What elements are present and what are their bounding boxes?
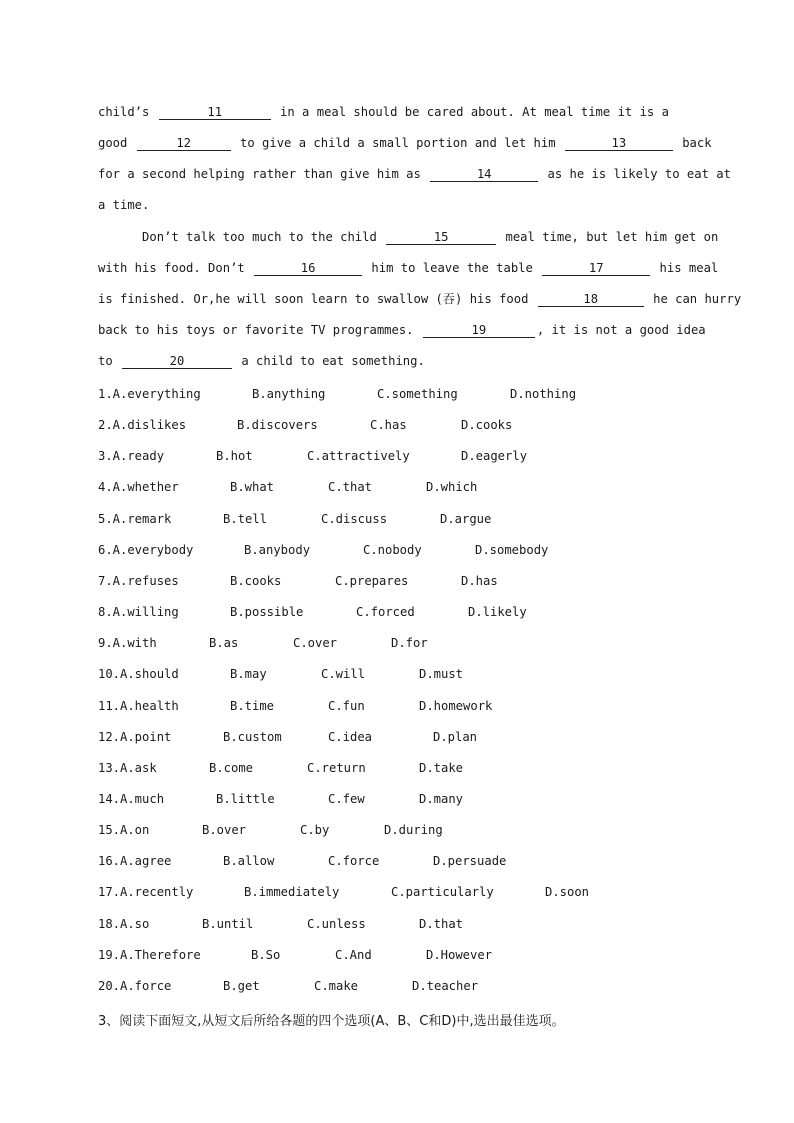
passage-text: meal time, but let him get on: [498, 230, 719, 244]
question-5-options: [98, 511, 698, 527]
option-d[interactable]: D.for: [391, 636, 428, 651]
option-d[interactable]: D.which: [426, 480, 478, 495]
option-b[interactable]: B.come: [209, 760, 254, 775]
option-c[interactable]: C.And: [335, 947, 372, 962]
option-d[interactable]: D.likely: [468, 605, 527, 619]
option-a[interactable]: 19.A.Therefore: [98, 947, 201, 962]
option-d[interactable]: D.somebody: [475, 542, 549, 557]
option-b[interactable]: B.tell: [223, 511, 268, 526]
option-b[interactable]: B.anything: [252, 387, 326, 401]
question-1-options: [98, 386, 698, 402]
passage-text: a child to eat something.: [234, 354, 425, 368]
passage-text: him to leave the table: [364, 261, 541, 275]
option-c[interactable]: C.unless: [307, 916, 366, 931]
blank-15[interactable]: 15: [386, 230, 496, 245]
passage-line: [98, 291, 741, 307]
option-b[interactable]: B.little: [216, 792, 275, 806]
option-d[interactable]: D.take: [419, 760, 464, 775]
passage-line: [98, 229, 718, 245]
option-d[interactable]: D.homework: [419, 698, 493, 713]
option-a[interactable]: 17.A.recently: [98, 885, 194, 900]
passage-text: as he is likely to eat at: [540, 167, 731, 181]
option-c[interactable]: C.make: [314, 978, 359, 993]
option-a[interactable]: 1.A.everything: [98, 387, 201, 401]
option-d[interactable]: D.during: [384, 823, 443, 838]
question-14-options: [98, 791, 698, 807]
passage-line: [98, 197, 149, 213]
passage-text: to: [98, 354, 121, 368]
option-c[interactable]: C.force: [328, 854, 380, 869]
option-c[interactable]: C.prepares: [335, 573, 409, 588]
passage-text: back to his toys or favorite TV programmes.: [98, 323, 421, 337]
option-b[interactable]: B.time: [230, 698, 275, 713]
option-d[interactable]: D.soon: [545, 885, 590, 900]
option-b[interactable]: B.over: [202, 823, 247, 838]
question-9-options: [98, 635, 698, 651]
passage-text: child’s: [98, 105, 157, 119]
question-19-options: [98, 947, 698, 963]
passage-text: back: [674, 136, 712, 150]
option-d[interactable]: D.many: [419, 792, 464, 806]
option-b[interactable]: B.until: [202, 916, 254, 931]
option-c[interactable]: C.nobody: [363, 542, 422, 557]
blank-20[interactable]: 20: [122, 354, 232, 369]
option-c[interactable]: C.idea: [328, 729, 373, 744]
option-a[interactable]: 8.A.willing: [98, 605, 179, 619]
option-b[interactable]: B.immediately: [244, 885, 340, 900]
option-c[interactable]: C.attractively: [307, 449, 410, 464]
option-a[interactable]: 20.A.force: [98, 978, 172, 993]
passage-text: to give a child a small portion and let him: [232, 136, 563, 150]
option-c[interactable]: C.return: [307, 760, 366, 775]
blank-18[interactable]: 18: [538, 292, 644, 307]
option-d[interactable]: D.argue: [440, 511, 492, 526]
blank-19[interactable]: 19: [423, 323, 535, 338]
option-c[interactable]: C.particularly: [391, 885, 494, 900]
option-b[interactable]: B.anybody: [244, 542, 311, 557]
option-a[interactable]: 10.A.should: [98, 667, 179, 682]
question-18-options: [98, 916, 698, 932]
question-7-options: [98, 573, 698, 589]
question-16-options: [98, 853, 698, 869]
option-a[interactable]: 5.A.remark: [98, 511, 172, 526]
question-15-options: [98, 822, 698, 838]
section-instruction: 3、阅读下面短文,从短文后所给各题的四个选项(A、B、C和D)中,选出最佳选项。: [98, 1014, 565, 1029]
option-c[interactable]: C.fun: [328, 698, 365, 713]
blank-17[interactable]: 17: [542, 261, 650, 276]
option-b[interactable]: B.what: [230, 480, 275, 495]
passage-text: for a second helping rather than give him as: [98, 167, 429, 181]
option-b[interactable]: B.discovers: [237, 418, 318, 433]
question-8-options: [98, 604, 698, 620]
option-d[interactable]: D.must: [419, 667, 464, 682]
blank-11[interactable]: 11: [159, 105, 271, 120]
passage-line: [98, 353, 425, 369]
option-d[interactable]: D.However: [426, 947, 493, 962]
option-c[interactable]: C.something: [377, 387, 458, 401]
option-b[interactable]: B.custom: [223, 729, 282, 744]
question-3-options: [98, 448, 698, 464]
option-a[interactable]: 6.A.everybody: [98, 542, 194, 557]
option-a[interactable]: 9.A.with: [98, 636, 157, 651]
passage-text: he can hurry: [645, 292, 742, 306]
option-b[interactable]: B.cooks: [230, 573, 282, 588]
option-d[interactable]: D.cooks: [461, 418, 513, 433]
option-a[interactable]: 4.A.whether: [98, 480, 179, 495]
option-a[interactable]: 14.A.much: [98, 792, 165, 806]
option-a[interactable]: 13.A.ask: [98, 760, 157, 775]
passage-text: , it is not a good idea: [536, 323, 706, 337]
question-10-options: [98, 666, 698, 682]
option-a[interactable]: 18.A.so: [98, 916, 150, 931]
blank-12[interactable]: 12: [137, 136, 231, 151]
blank-14[interactable]: 14: [430, 167, 538, 182]
option-c[interactable]: C.has: [370, 418, 407, 433]
option-c[interactable]: C.few: [328, 792, 365, 806]
option-a[interactable]: 12.A.point: [98, 729, 172, 744]
option-c[interactable]: C.over: [293, 636, 338, 651]
passage-line: [98, 135, 712, 151]
passage-text: a time.: [98, 198, 150, 212]
option-c[interactable]: C.will: [321, 667, 366, 682]
option-a[interactable]: 7.A.refuses: [98, 573, 179, 588]
option-a[interactable]: 2.A.dislikes: [98, 418, 187, 433]
option-d[interactable]: D.persuade: [433, 854, 507, 869]
passage-line: [98, 166, 731, 182]
option-a[interactable]: 11.A.health: [98, 698, 179, 713]
option-b[interactable]: B.as: [209, 636, 239, 651]
question-17-options: [98, 884, 698, 900]
option-a[interactable]: 15.A.on: [98, 823, 150, 838]
passage-line: [98, 322, 706, 338]
passage-text: his meal: [652, 261, 719, 275]
question-6-options: [98, 542, 698, 558]
passage-line: [98, 104, 669, 120]
option-c[interactable]: C.that: [328, 480, 373, 495]
blank-16[interactable]: 16: [254, 261, 362, 276]
option-a[interactable]: 3.A.ready: [98, 449, 165, 464]
passage-text: is finished. Or,he will soon learn to swallow (吞) his food: [98, 292, 536, 306]
question-11-options: [98, 698, 698, 714]
option-a[interactable]: 16.A.agree: [98, 854, 172, 869]
option-b[interactable]: B.So: [251, 947, 281, 962]
passage-text: Don’t talk too much to the child: [98, 230, 385, 244]
passage-text: good: [98, 136, 135, 150]
option-b[interactable]: B.hot: [216, 449, 253, 464]
option-d[interactable]: D.that: [419, 916, 464, 931]
option-d[interactable]: D.has: [461, 573, 498, 588]
option-c[interactable]: C.discuss: [321, 511, 388, 526]
option-d[interactable]: D.teacher: [412, 978, 479, 993]
option-b[interactable]: B.may: [230, 667, 267, 682]
question-2-options: [98, 417, 698, 433]
option-d[interactable]: D.eagerly: [461, 449, 528, 464]
question-20-options: [98, 978, 698, 994]
option-d[interactable]: D.plan: [433, 729, 478, 744]
option-d[interactable]: D.nothing: [510, 387, 577, 401]
passage-text: with his food. Don’t: [98, 261, 253, 275]
question-4-options: [98, 479, 698, 495]
passage-line: [98, 260, 718, 276]
option-b[interactable]: B.allow: [223, 854, 275, 869]
option-b[interactable]: B.possible: [230, 605, 304, 619]
option-c[interactable]: C.by: [300, 823, 330, 838]
question-13-options: [98, 760, 698, 776]
option-c[interactable]: C.forced: [356, 605, 415, 619]
passage-text: in a meal should be cared about. At meal time it is a: [272, 105, 669, 119]
option-b[interactable]: B.get: [223, 978, 260, 993]
blank-13[interactable]: 13: [565, 136, 673, 151]
question-12-options: [98, 729, 698, 745]
